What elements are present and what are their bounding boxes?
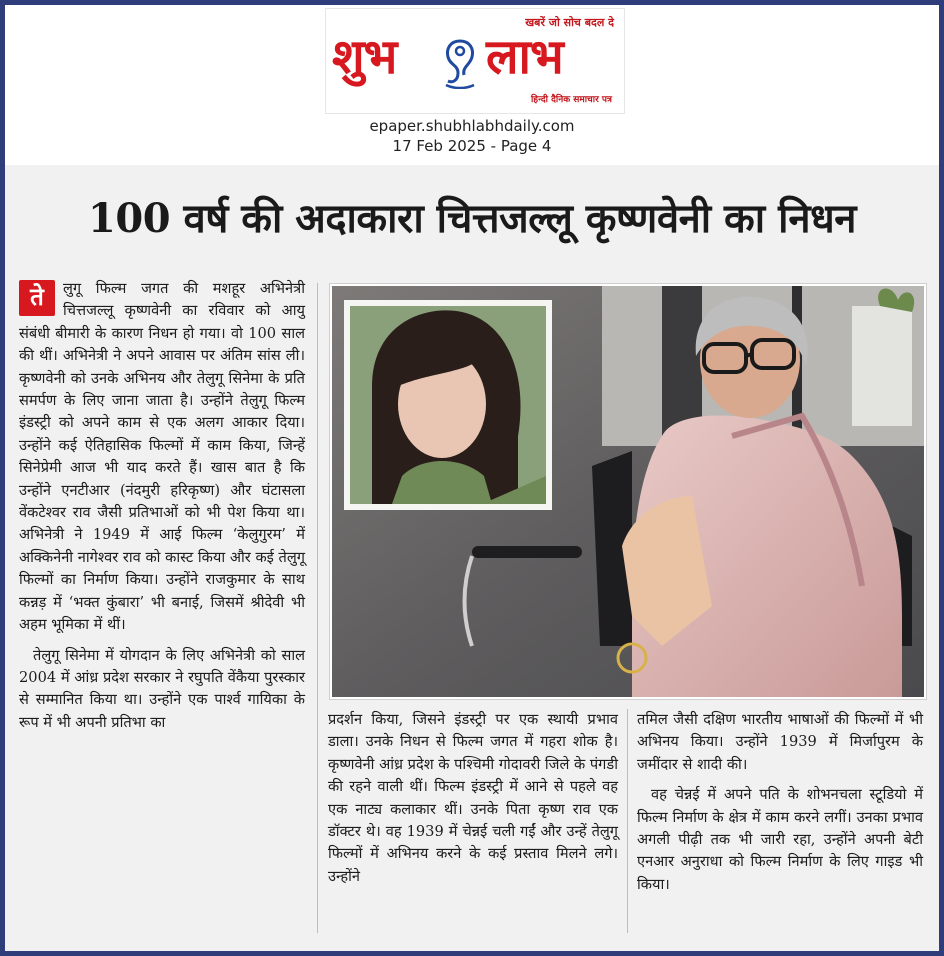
photo-composite bbox=[332, 286, 924, 697]
logo-subtag: हिन्दी दैनिक समाचार पत्र bbox=[530, 95, 612, 105]
article-photo bbox=[330, 284, 926, 699]
ganesh-icon bbox=[438, 35, 482, 89]
column-1-paragraph-1: लुगू फिल्म जगत की मशहूर अभिनेत्री चित्तजल्लू कृष्णवेनी का रविवार को आयु संबंधी बीमारी के कारण निधन हो गया। वो 100 साल की थीं। अभिनेत्री ने अपने आवास पर अंतिम सांस ली। कृष्णवेनी को उनके अभिनय और तेलुगू सिनेमा के प्रति समर्पण के लिए जाना जाता है। उन्होंने तेलुगू फिल्म इंडस्ट्री को अपने काम से एक अलग आकार दिया। उन्होंने कई ऐतिहासिक फिल्मों में काम किया, जिन्हें सिनेप्रेमी आज भी याद करते हैं। खास बात है कि उन्होंने एनटीआर (नंदमुरी हरिकृष्ण) और घंटासला वेंकटेश्वर राव जैसी प्रतिभाओं को भी पेश किया था। अभिनेत्री ने 1949 में आई फिल्म ‘केलुगुरम’ में अक्किनेनी नागेश्वर राव को कास्ट किया और कई तेलुगू फिल्मों का निर्माण किया। उन्होंने राजकुमार के साथ कन्नड़ में ‘भक्त कुंबारा’ भी बनाई, जिसमें श्रीदेवी भी अहम भूमिका में थीं। bbox=[19, 280, 305, 634]
column-divider bbox=[627, 709, 628, 933]
column-3-paragraph-1: तमिल जैसी दक्षिण भारतीय भाषाओं की फिल्मों में भी अभिनय किया। उन्होंने 1939 में मिर्जापुरम के जमींदार से शादी की। bbox=[637, 711, 923, 773]
drop-cap: ते bbox=[19, 280, 55, 316]
column-3-paragraph-2: वह चेन्नई में अपने पति के शोभनचला स्टूडियो में फिल्म निर्माण के क्षेत्र में काम करने लगीं। उनका प्रभाव अगली पीढ़ी तक भी जारी रहा, उन्होंने अपनी बेटी एनआर अनुराधा को फिल्म निर्माण के लिए गाइड भी किया। bbox=[637, 786, 923, 893]
article-headline: 100 वर्ष की अदाकारा चित्तजल्लू कृष्णवेनी का निधन bbox=[88, 195, 856, 242]
newspaper-logo[interactable] bbox=[325, 8, 625, 114]
article-column-1 bbox=[19, 278, 305, 734]
column-1-paragraph-2: तेलुगू सिनेमा में योगदान के लिए अभिनेत्री को साल 2004 में आंध्र प्रदेश सरकार ने रघुपति वेंकैया पुरस्कार से सम्मानित किया था। उन्होंने एक पार्श्व गायिका के रूप में भी अपनी प्रतिभा का bbox=[19, 646, 305, 731]
logo-tagline: खबरें जो सोच बदल दे bbox=[525, 16, 614, 29]
logo-word-left: शुभ bbox=[332, 29, 397, 85]
article-column-3 bbox=[637, 709, 923, 896]
newspaper-page bbox=[5, 165, 939, 951]
edition-date: 17 Feb 2025 - Page 4 bbox=[392, 137, 552, 155]
logo-word-right: लाभ bbox=[486, 29, 563, 85]
page-frame bbox=[5, 5, 939, 951]
epaper-url[interactable]: epaper.shubhlabhdaily.com bbox=[369, 117, 575, 135]
article-column-2 bbox=[328, 709, 618, 888]
column-2-paragraph-1: प्रदर्शन किया, जिसने इंडस्ट्री पर एक स्थायी प्रभाव डाला। उनके निधन से फिल्म जगत में गहरा शोक है। कृष्णवेनी आंध्र प्रदेश के पश्चिमी गोदावरी जिले के पंगडी की रहने वाली थीं। फिल्म इंडस्ट्री में आने से पहले वह एक नाट्य कलाकार थीं। उनके पिता कृष्ण राव एक डॉक्टर थे। वह 1939 में चेन्नई चली गईं और उन्हें तेलुगू फिल्मों में अभिनय करने के कई प्रस्ताव मिलने लगे। उन्होंने bbox=[328, 711, 618, 885]
masthead bbox=[5, 5, 939, 165]
column-divider bbox=[317, 283, 318, 933]
